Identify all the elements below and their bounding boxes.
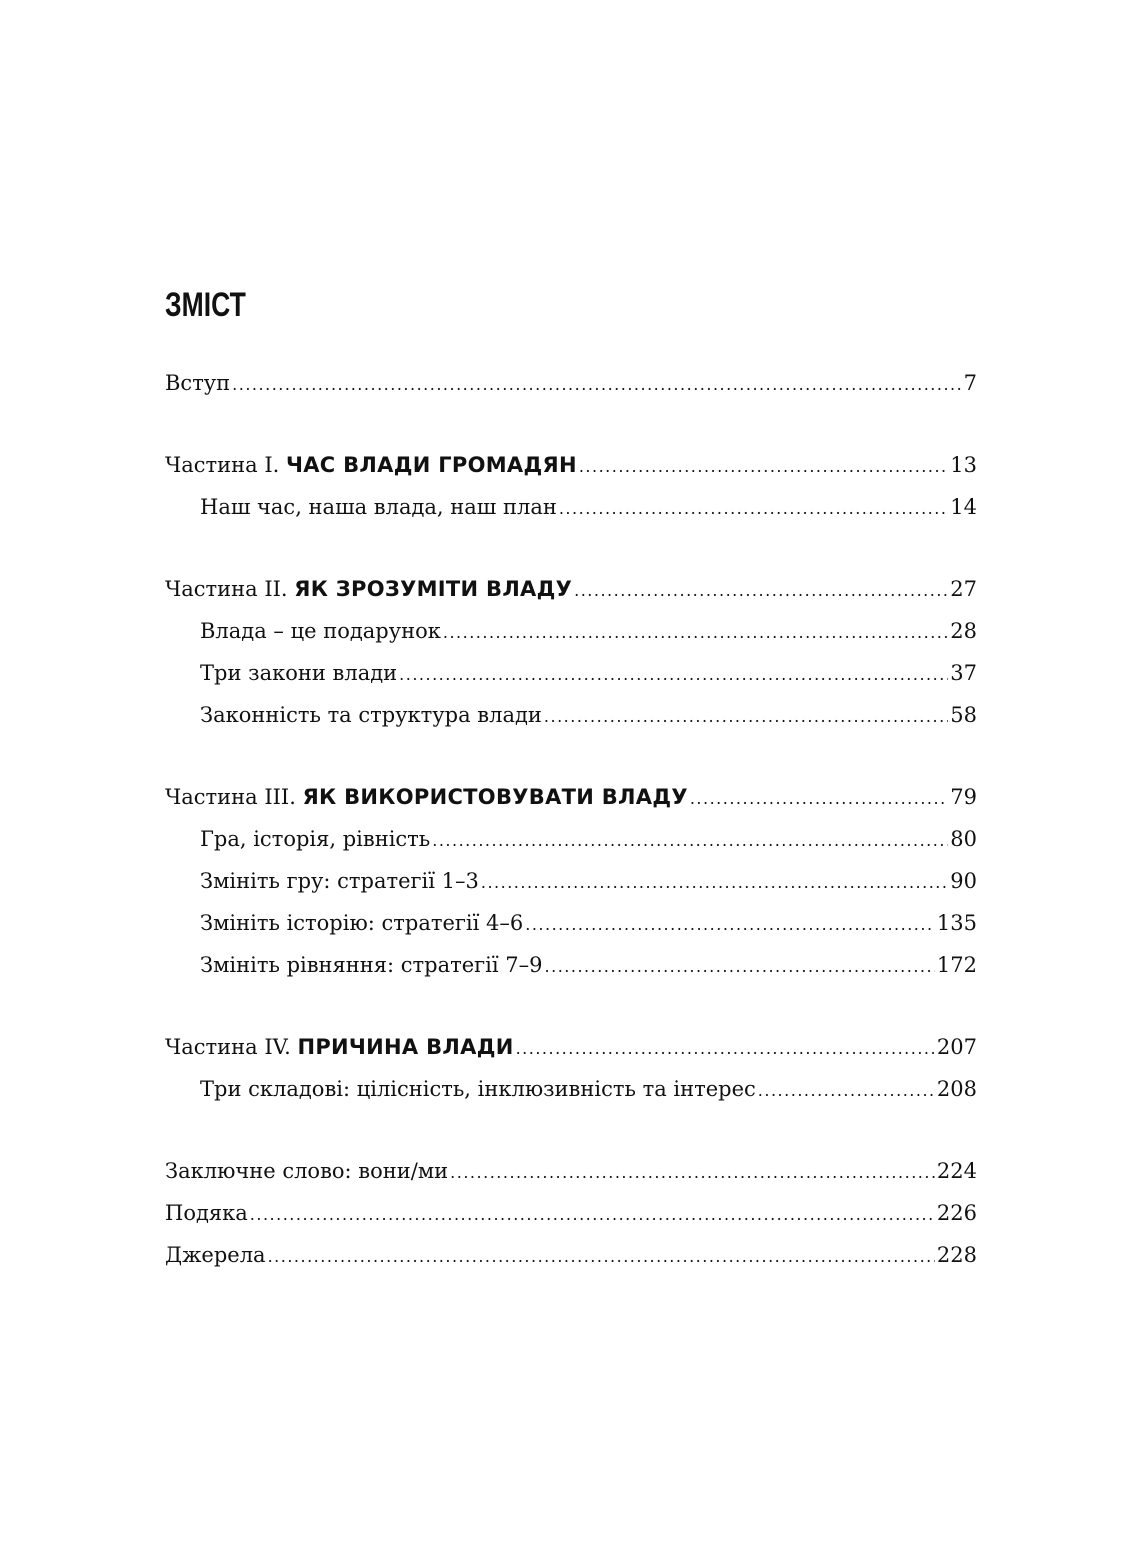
- dot-leader: [758, 1070, 935, 1112]
- toc-entry-closing: [165, 1150, 977, 1192]
- toc-subentry: [165, 944, 977, 986]
- dot-leader: [690, 778, 948, 820]
- toc-entry-label: Заключне слово: вони/ми: [165, 1159, 449, 1183]
- toc-part-1: [165, 444, 977, 486]
- toc-subentry: [165, 694, 977, 736]
- toc-part-2: [165, 568, 977, 610]
- page-title: ЗМІСТ: [165, 286, 246, 324]
- toc-part-prefix: Частина II.: [165, 577, 295, 601]
- dot-leader: [450, 1152, 935, 1194]
- toc-entry-label: Три складові: цілісність, інклюзивність та інтерес: [200, 1077, 756, 1101]
- toc-part-name: ПРИЧИНА ВЛАДИ: [297, 1035, 514, 1059]
- toc-page-number: 80: [950, 827, 977, 851]
- toc-page-number: 27: [950, 577, 977, 601]
- toc-page-number: 228: [936, 1243, 977, 1267]
- toc-page-number: 226: [936, 1201, 977, 1225]
- dot-leader: [232, 364, 961, 406]
- toc-part-4: [165, 1026, 977, 1068]
- toc-page-number: 135: [936, 911, 977, 935]
- toc-part-name: ЧАС ВЛАДИ ГРОМАДЯН: [285, 453, 577, 477]
- toc-entry-label: Змініть історію: стратегії 4–6: [200, 911, 524, 935]
- toc-entry-label: Влада – це подарунок: [200, 619, 441, 643]
- toc-part-prefix: Частина I.: [165, 453, 286, 477]
- toc-part-heading: [165, 1026, 514, 1068]
- toc-entry-label: Змініть гру: стратегії 1–3: [200, 869, 479, 893]
- toc-part-name: ЯК ВИКОРИСТОВУВАТИ ВЛАДУ: [302, 785, 688, 809]
- toc-page-number: 207: [936, 1035, 977, 1059]
- dot-leader: [481, 862, 948, 904]
- toc-entry-label: Джерела: [165, 1243, 266, 1267]
- dot-leader: [443, 612, 948, 654]
- toc-page-number: 172: [936, 953, 977, 977]
- dot-leader: [545, 946, 935, 988]
- toc-entry-acknowledgements: [165, 1192, 977, 1234]
- toc-part-name: ЯК ЗРОЗУМІТИ ВЛАДУ: [294, 577, 573, 601]
- toc-page-number: 58: [950, 703, 977, 727]
- table-of-contents: [165, 362, 977, 1276]
- toc-part-heading: [165, 444, 577, 486]
- toc-entry-intro: [165, 362, 977, 404]
- toc-subentry: [165, 902, 977, 944]
- toc-entry-label: Гра, історія, рівність: [200, 827, 431, 851]
- dot-leader: [559, 488, 948, 530]
- toc-part-prefix: Частина IV.: [165, 1035, 298, 1059]
- toc-subentry: [165, 860, 977, 902]
- dot-leader: [544, 696, 948, 738]
- dot-leader: [399, 654, 948, 696]
- dot-leader: [268, 1236, 935, 1278]
- toc-part-3: [165, 776, 977, 818]
- toc-page-number: 37: [950, 661, 977, 685]
- toc-part-heading: [165, 776, 688, 818]
- dot-leader: [250, 1194, 935, 1236]
- toc-subentry: [165, 486, 977, 528]
- toc-page-number: 208: [936, 1077, 977, 1101]
- dot-leader: [516, 1028, 935, 1070]
- toc-subentry: [165, 652, 977, 694]
- toc-page-number: 13: [950, 453, 977, 477]
- toc-page-number: 28: [950, 619, 977, 643]
- toc-part-prefix: Частина III.: [165, 785, 303, 809]
- toc-entry-label: Три закони влади: [200, 661, 398, 685]
- toc-entry-label: Змініть рівняння: стратегії 7–9: [200, 953, 543, 977]
- dot-leader: [574, 570, 948, 612]
- toc-entry-label: Наш час, наша влада, наш план: [200, 495, 557, 519]
- toc-page-number: 90: [950, 869, 977, 893]
- toc-page-number: 224: [936, 1159, 977, 1183]
- dot-leader: [525, 904, 935, 946]
- dot-leader: [579, 446, 948, 488]
- toc-entry-sources: [165, 1234, 977, 1276]
- toc-entry-label: Подяка: [165, 1201, 248, 1225]
- toc-entry-label: Вступ: [165, 371, 231, 395]
- toc-subentry: [165, 1068, 977, 1110]
- toc-entry-label: Законність та структура влади: [200, 703, 542, 727]
- toc-part-heading: [165, 568, 572, 610]
- toc-page-number: 7: [963, 371, 977, 395]
- toc-subentry: [165, 818, 977, 860]
- dot-leader: [432, 820, 948, 862]
- toc-page-number: 14: [950, 495, 977, 519]
- toc-page-number: 79: [950, 785, 977, 809]
- toc-subentry: [165, 610, 977, 652]
